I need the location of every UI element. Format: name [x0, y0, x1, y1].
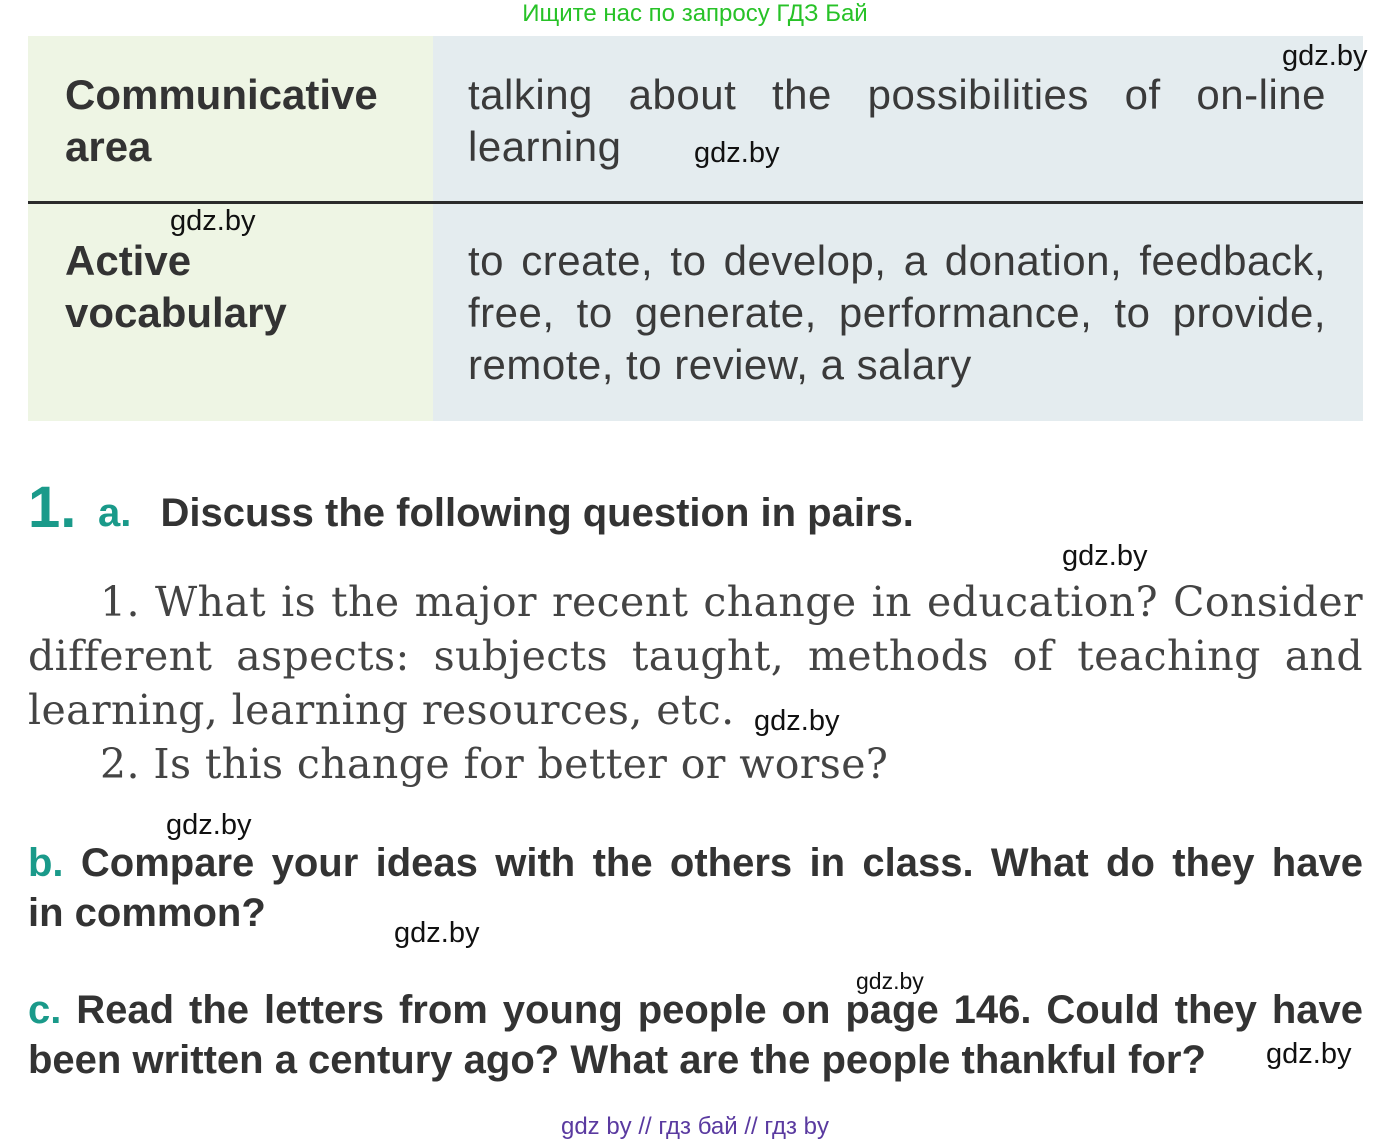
desc-line: talking about the possibilities of on-line [468, 71, 1326, 118]
question-line: different aspects: subjects taught, methods of teaching and [28, 632, 1363, 680]
instruction-c [28, 985, 1363, 1085]
watermark: gdz.by [1282, 40, 1368, 72]
desc-line: remote, to review, a salary [468, 341, 972, 388]
desc-line: free, to generate, performance, to provide, [468, 289, 1326, 336]
watermark: gdz.by [694, 137, 780, 169]
instruction-text: Compare your ideas with the others in class. What do they have [80, 841, 1363, 885]
label-line: vocabulary [65, 289, 287, 336]
communicative-area-desc [468, 69, 1326, 173]
label-line: Active [65, 237, 192, 284]
label-line: Communicative [65, 71, 378, 118]
watermark: gdz.by [754, 705, 840, 737]
watermark: gdz.by [1062, 540, 1148, 572]
label-line: area [65, 123, 152, 170]
instruction-text: Discuss the following question in pairs. [160, 491, 914, 535]
instruction-text: Read the letters from young people on page 146. Could they have [76, 988, 1363, 1032]
top-banner: Ищите нас по запросу ГДЗ Бай [522, 0, 868, 27]
instruction-b [28, 838, 1363, 938]
question-1 [28, 575, 1363, 737]
watermark: gdz.by [1266, 1038, 1352, 1070]
instruction-letter: b. [28, 841, 64, 885]
watermark: gdz.by [166, 809, 252, 841]
watermark: gdz.by [170, 205, 256, 237]
question-line: learning, learning resources, etc. [28, 686, 735, 734]
question-2: 2. Is this change for better or worse? [100, 740, 889, 788]
instruction-line [28, 838, 1363, 888]
question-line: 1. What is the major recent change in education? Consider [100, 578, 1363, 626]
instruction-a [98, 488, 914, 538]
watermark: gdz.by [856, 968, 924, 994]
active-vocabulary-desc [468, 235, 1326, 391]
communicative-area-label [65, 69, 378, 173]
instruction-letter: c. [28, 988, 62, 1032]
instruction-letter: a. [98, 491, 132, 535]
instruction-line: in common? [28, 891, 266, 935]
instruction-line: been written a century ago? What are the people thankful for? [28, 1038, 1206, 1082]
active-vocabulary-label [65, 235, 287, 339]
desc-line: learning [468, 123, 622, 170]
footer: gdz by // гдз бай // гдз by [560, 1113, 830, 1140]
instruction-line [28, 985, 1363, 1035]
watermark: gdz.by [394, 917, 480, 949]
exercise-number: 1. [28, 475, 77, 540]
desc-line: to create, to develop, a donation, feedback, [468, 237, 1326, 284]
